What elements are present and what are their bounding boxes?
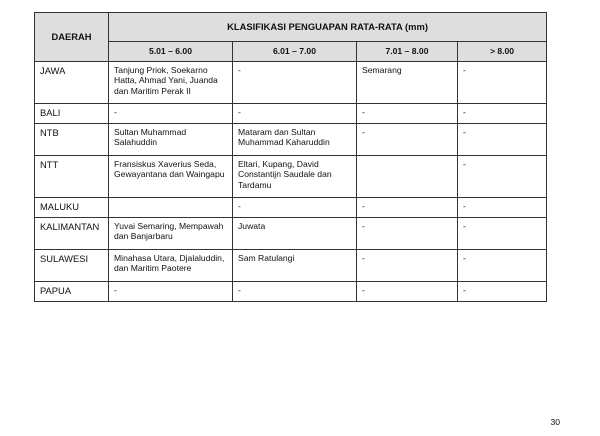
region-cell: SULAWESI — [35, 250, 109, 282]
data-cell: Mataram dan Sultan Muhammad Kaharuddin — [233, 124, 357, 156]
data-cell: - — [458, 282, 547, 302]
table-row-ntb — [35, 124, 547, 156]
data-cell: - — [458, 104, 547, 124]
region-cell: NTB — [35, 124, 109, 156]
classification-title-header: KLASIFIKASI PENGUAPAN RATA-RATA (mm) — [109, 13, 547, 42]
data-cell: - — [233, 282, 357, 302]
region-cell: NTT — [35, 156, 109, 198]
table-row-bali — [35, 104, 547, 124]
data-cell: - — [109, 104, 233, 124]
data-cell: - — [357, 198, 458, 218]
data-cell — [109, 198, 233, 218]
table-row-maluku — [35, 198, 547, 218]
data-cell: - — [109, 282, 233, 302]
data-cell: Sultan Muhammad Salahuddin — [109, 124, 233, 156]
range-header-row — [35, 42, 547, 62]
data-cell: - — [458, 124, 547, 156]
table-row-papua — [35, 282, 547, 302]
data-cell: Juwata — [233, 218, 357, 250]
range-header-3: 7.01 – 8.00 — [357, 42, 458, 62]
table-row-sulawesi — [35, 250, 547, 282]
data-cell: Minahasa Utara, Djalaluddin, dan Maritim Paotere — [109, 250, 233, 282]
data-cell: Tanjung Priok, Soekarno Hatta, Ahmad Yani, Juanda dan Maritim Perak II — [109, 62, 233, 104]
table-row-ntt — [35, 156, 547, 198]
data-cell: - — [458, 62, 547, 104]
data-cell: - — [458, 250, 547, 282]
data-cell: Sam Ratulangi — [233, 250, 357, 282]
data-cell: - — [357, 218, 458, 250]
range-header-2: 6.01 – 7.00 — [233, 42, 357, 62]
data-cell: - — [233, 104, 357, 124]
table-header-row — [35, 13, 547, 42]
region-cell: BALI — [35, 104, 109, 124]
table-row-kalimantan — [35, 218, 547, 250]
data-cell: - — [458, 156, 547, 198]
data-cell: Yuvai Semaring, Mempawah dan Banjarbaru — [109, 218, 233, 250]
region-column-header: DAERAH — [35, 13, 109, 62]
region-cell: PAPUA — [35, 282, 109, 302]
data-cell: - — [233, 62, 357, 104]
region-cell: KALIMANTAN — [35, 218, 109, 250]
table-row-jawa — [35, 62, 547, 104]
region-cell: JAWA — [35, 62, 109, 104]
data-cell: - — [233, 198, 357, 218]
data-cell: - — [357, 250, 458, 282]
data-cell: Fransiskus Xaverius Seda, Gewayantana dan Waingapu — [109, 156, 233, 198]
evaporation-classification-table — [34, 12, 547, 302]
page-number: 30 — [550, 417, 560, 427]
data-cell: Semarang — [357, 62, 458, 104]
data-cell: - — [458, 198, 547, 218]
data-cell — [357, 156, 458, 198]
data-cell: - — [357, 104, 458, 124]
range-header-4: > 8.00 — [458, 42, 547, 62]
data-cell: - — [357, 282, 458, 302]
data-cell: - — [357, 124, 458, 156]
region-cell: MALUKU — [35, 198, 109, 218]
data-cell: Eltari, Kupang, David Constantijn Saudale dan Tardamu — [233, 156, 357, 198]
data-cell: - — [458, 218, 547, 250]
range-header-1: 5.01 – 6.00 — [109, 42, 233, 62]
